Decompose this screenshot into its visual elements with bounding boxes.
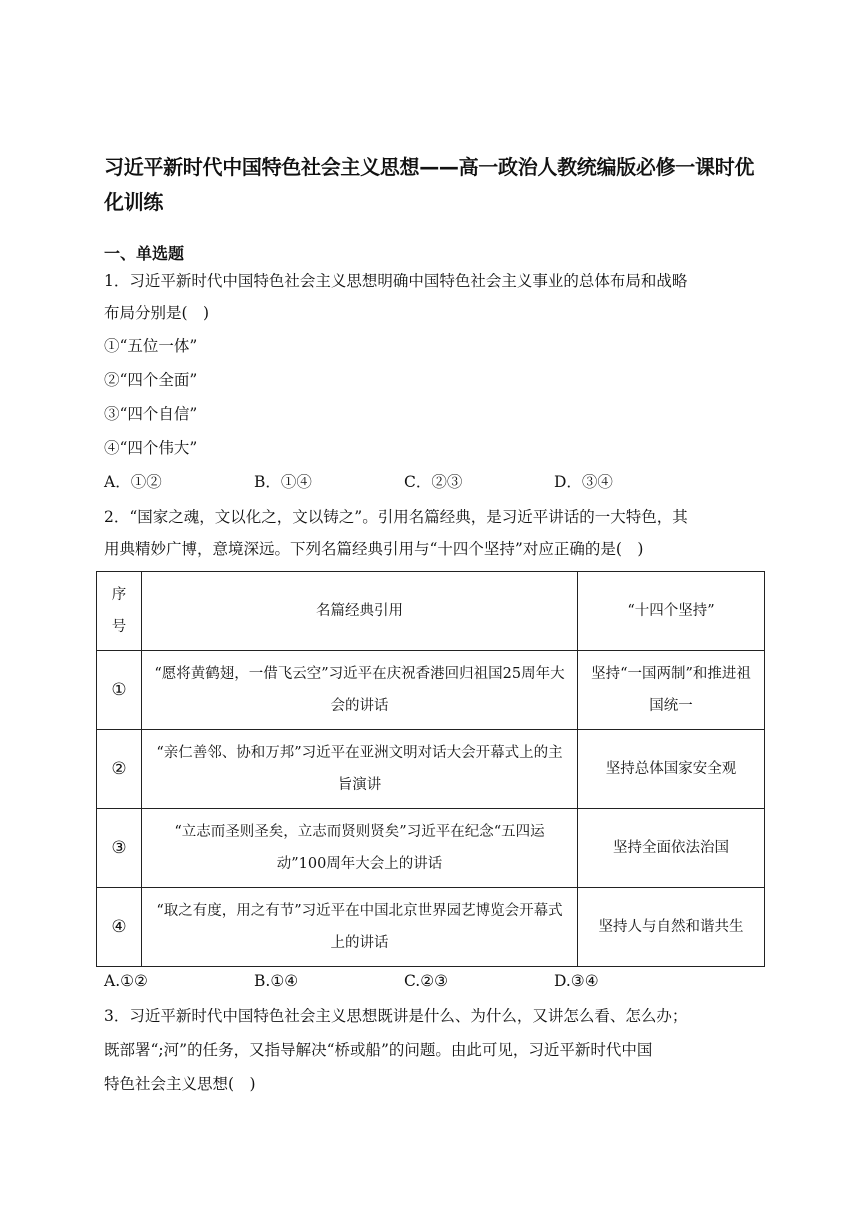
question-1-item-3: ③“四个自信” — [104, 405, 198, 423]
table-cell-number: ③ — [97, 809, 142, 888]
table-row — [97, 730, 765, 809]
table-cell-principle: 坚持人与自然和谐共生 — [578, 888, 765, 967]
table-cell-number: ④ — [97, 888, 142, 967]
quotation-table — [96, 571, 765, 967]
table-header-principle: “十四个坚持” — [578, 572, 765, 651]
question-2-option-b: B.①④ — [254, 972, 299, 990]
question-2-option-c: C.②③ — [404, 972, 449, 990]
table-cell-number: ① — [97, 651, 142, 730]
question-1-option-b: B．①④ — [254, 473, 312, 491]
table-row — [97, 651, 765, 730]
section-heading: 一、单选题 — [104, 244, 185, 263]
table-header-quotation: 名篇经典引用 — [142, 572, 578, 651]
question-3-stem-line-3: 特色社会主义思想( ) — [104, 1075, 256, 1093]
table-cell-quotation: “愿将黄鹤翅，一借飞云空”习近平在庆祝香港回归祖国25周年大会的讲话 — [142, 651, 578, 730]
table-cell-quotation: “亲仁善邻、协和万邦”习近平在亚洲文明对话大会开幕式上的主旨演讲 — [142, 730, 578, 809]
question-1-option-d: D．③④ — [554, 473, 613, 491]
question-3-stem-line-2: 既部署“;河”的任务，又指导解决“桥或船”的问题。由此可见，习近平新时代中国 — [104, 1041, 653, 1059]
table-header-row — [97, 572, 765, 651]
question-1-option-c: C．②③ — [404, 473, 463, 491]
question-2-option-d: D.③④ — [554, 972, 599, 990]
question-2-stem-line-2: 用典精妙广博，意境深远。下列名篇经典引用与“十四个坚持”对应正确的是( ) — [104, 540, 644, 558]
table-cell-quotation: “取之有度，用之有节”习近平在中国北京世界园艺博览会开幕式上的讲话 — [142, 888, 578, 967]
table-cell-principle: 坚持“一国两制”和推进祖国统一 — [578, 651, 765, 730]
table-cell-principle: 坚持总体国家安全观 — [578, 730, 765, 809]
question-1-item-2: ②“四个全面” — [104, 371, 198, 389]
question-1-option-a: A．①② — [104, 473, 162, 491]
table-cell-quotation: “立志而圣则圣矣，立志而贤则贤矣”习近平在纪念“五四运动”100周年大会上的讲话 — [142, 809, 578, 888]
table-row — [97, 888, 765, 967]
question-2-stem-line-1: 2．“国家之魂，文以化之，文以铸之”。引用名篇经典，是习近平讲话的一大特色，其 — [104, 508, 688, 526]
table-cell-number: ② — [97, 730, 142, 809]
question-1-stem-line-1: 1．习近平新时代中国特色社会主义思想明确中国特色社会主义事业的总体布局和战略 — [104, 272, 688, 290]
document-title: 习近平新时代中国特色社会主义思想——高一政治人教统编版必修一课时优化训练 — [104, 155, 755, 214]
table-header-number: 序号 — [97, 572, 142, 651]
question-1-stem-line-2: 布局分别是( ) — [104, 304, 210, 322]
table-cell-principle: 坚持全面依法治国 — [578, 809, 765, 888]
question-3-stem-line-1: 3．习近平新时代中国特色社会主义思想既讲是什么、为什么，又讲怎么看、怎么办； — [104, 1007, 688, 1025]
question-2-option-a: A.①② — [104, 972, 148, 990]
question-1-item-1: ①“五位一体” — [104, 337, 198, 355]
question-1-item-4: ④“四个伟大” — [104, 439, 198, 457]
table-row — [97, 809, 765, 888]
